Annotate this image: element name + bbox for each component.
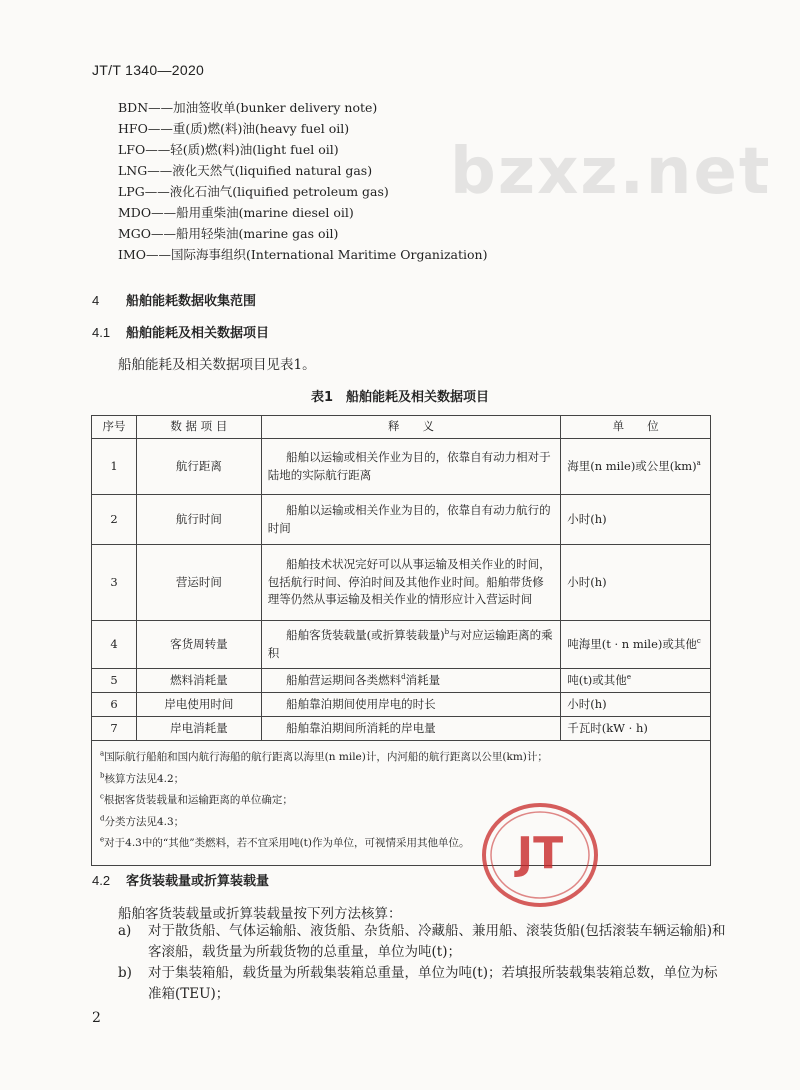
section-4-2-title: 客货装载量或折算装载量 <box>126 874 270 889</box>
footnote-mark: b <box>444 627 450 636</box>
footnote-mark: e <box>100 835 105 844</box>
section-4-title: 船舶能耗数据收集范围 <box>126 294 257 309</box>
seal-text: JT <box>516 828 564 879</box>
list-item-a <box>118 921 728 965</box>
row-unit: 小时(h) <box>561 693 711 717</box>
header-unit: 单 位 <box>561 416 711 439</box>
definition-text: 船舶营运期间各类燃料 <box>286 672 402 687</box>
abbreviation-lfo: LFO——轻(质)燃(料)油(light fuel oil) <box>118 142 339 157</box>
table-notes <box>92 741 711 866</box>
list-item-label: b) <box>118 965 132 981</box>
row-definition: 船舶靠泊期间所消耗的岸电量 <box>261 717 560 741</box>
note-text: 国际航行船舶和国内航行海船的航行距离以海里(n mile)计，内河船的航行距离以公里(km)计； <box>104 751 548 763</box>
note-text: 核算方法见4.2； <box>104 772 185 785</box>
footnote-mark: b <box>100 771 105 780</box>
abbreviation-mdo: MDO——船用重柴油(marine diesel oil) <box>118 205 354 220</box>
table-header-row <box>92 416 711 439</box>
table-row <box>92 669 711 693</box>
header-item: 数 据 项 目 <box>136 416 261 439</box>
row-unit <box>561 621 711 669</box>
list-item-text: 对于散货船、气体运输船、液货船、杂货船、冷藏船、兼用船、滚装货船(包括滚装车辆运输船)和客滚船，载货量为所载货物的总重量，单位为吨(t)； <box>148 923 726 960</box>
table-note <box>100 747 702 769</box>
row-definition: 船舶技术状况完好可以从事运输及相关作业的时间，包括航行时间、停泊时间及其他作业时间。船舶带货修理等仍然从事运输及相关作业的情形应计入营运时间 <box>261 545 560 621</box>
section-4-2-heading <box>92 870 269 889</box>
abbreviation-lng: LNG——液化天然气(liquified natural gas) <box>118 163 373 178</box>
row-unit <box>561 439 711 495</box>
row-item: 岸电消耗量 <box>136 717 261 741</box>
table-note <box>100 769 702 791</box>
section-4-1-title: 船舶能耗及相关数据项目 <box>126 326 270 341</box>
definition-text: 船舶客货装载量(或折算装载量) <box>286 627 445 642</box>
note-text: 对于4.3中的“其他”类燃料，若不宜采用吨(t)作为单位，可视情采用其他单位。 <box>104 837 470 850</box>
footnote-mark: c <box>100 792 104 801</box>
header-no: 序号 <box>92 416 137 439</box>
list-item-label: a) <box>118 923 132 939</box>
footnote-mark: a <box>696 458 701 467</box>
section-4-heading <box>92 290 256 309</box>
section-4-1-intro: 船舶能耗及相关数据项目见表1。 <box>118 357 316 373</box>
table-row <box>92 621 711 669</box>
table-notes-row <box>92 741 711 866</box>
list-item-b <box>118 963 728 1007</box>
footnote-mark: c <box>696 636 701 645</box>
watermark: bzxz.net <box>450 135 772 209</box>
page-number: 2 <box>92 1010 101 1026</box>
row-definition <box>261 621 560 669</box>
table-note <box>100 790 702 812</box>
section-4-2-number: 4.2 <box>92 873 111 888</box>
unit-text: 海里(n mile)或公里(km) <box>567 458 697 473</box>
table-row <box>92 545 711 621</box>
row-item: 航行距离 <box>136 439 261 495</box>
row-item: 营运时间 <box>136 545 261 621</box>
row-item: 客货周转量 <box>136 621 261 669</box>
section-4-1-number: 4.1 <box>92 325 111 340</box>
row-definition: 船舶靠泊期间使用岸电的时长 <box>261 693 560 717</box>
table-row <box>92 495 711 545</box>
section-4-1-heading <box>92 322 269 341</box>
row-definition: 船舶以运输或相关作业为目的，依靠自有动力相对于陆地的实际航行距离 <box>261 439 560 495</box>
abbreviation-bdn: BDN——加油签收单(bunker delivery note) <box>118 100 378 115</box>
row-item: 燃料消耗量 <box>136 669 261 693</box>
row-no: 5 <box>92 669 137 693</box>
header-definition: 释 义 <box>261 416 560 439</box>
unit-text: 吨海里(t · n mile)或其他 <box>567 636 697 651</box>
abbreviation-hfo: HFO——重(质)燃(料)油(heavy fuel oil) <box>118 121 350 136</box>
row-no: 4 <box>92 621 137 669</box>
abbreviation-imo: IMO——国际海事组织(International Maritime Organization) <box>118 247 488 262</box>
row-unit: 千瓦时(kW · h) <box>561 717 711 741</box>
row-no: 7 <box>92 717 137 741</box>
table-title: 表1 船舶能耗及相关数据项目 <box>310 390 490 405</box>
row-unit <box>561 669 711 693</box>
row-no: 1 <box>92 439 137 495</box>
row-item: 航行时间 <box>136 495 261 545</box>
row-definition <box>261 669 560 693</box>
definition-text: 与对应运输距离的乘积 <box>267 627 553 660</box>
row-no: 2 <box>92 495 137 545</box>
standard-number: JT/T 1340—2020 <box>92 62 205 78</box>
row-no: 6 <box>92 693 137 717</box>
list-item-text: 对于集装箱船，载货量为所载集装箱总重量，单位为吨(t)；若填报所装载集装箱总数，单位为标准箱(TEU)； <box>148 965 718 1002</box>
table-row <box>92 439 711 495</box>
data-items-table <box>91 415 711 866</box>
note-text: 分类方法见4.3； <box>104 815 185 828</box>
footnote-mark: a <box>100 749 105 758</box>
table-row <box>92 717 711 741</box>
table-note <box>100 812 702 834</box>
table-row <box>92 693 711 717</box>
row-unit: 小时(h) <box>561 495 711 545</box>
unit-text: 吨(t)或其他 <box>567 672 627 687</box>
note-text: 根据客货装载量和运输距离的单位确定； <box>103 794 293 807</box>
footnote-mark: e <box>626 672 631 681</box>
row-unit: 小时(h) <box>561 545 711 621</box>
abbreviation-lpg: LPG——液化石油气(liquified petroleum gas) <box>118 184 389 199</box>
footnote-mark: d <box>100 814 105 823</box>
section-4-number: 4 <box>92 293 100 308</box>
row-item: 岸电使用时间 <box>136 693 261 717</box>
row-no: 3 <box>92 545 137 621</box>
row-definition: 船舶以运输或相关作业为目的，依靠自有动力航行的时间 <box>261 495 560 545</box>
section-4-2-intro: 船舶客货装载量或折算装载量按下列方法核算： <box>118 906 402 922</box>
abbreviation-mgo: MGO——船用轻柴油(marine gas oil) <box>118 226 339 241</box>
table-note <box>100 833 702 855</box>
footnote-mark: d <box>401 672 406 681</box>
jt-seal-stamp <box>480 800 600 910</box>
definition-text: 消耗量 <box>405 672 441 687</box>
